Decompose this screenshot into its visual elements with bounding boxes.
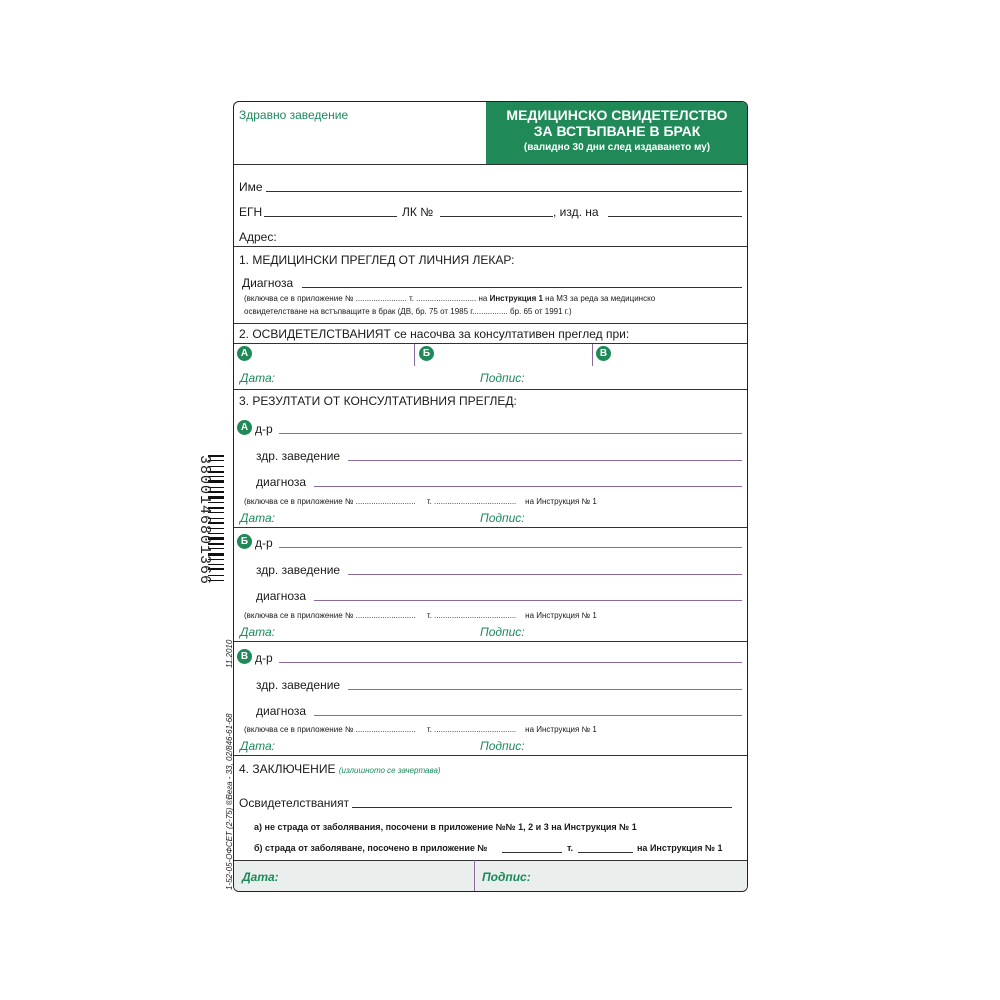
edition-date: 11.2010 bbox=[225, 639, 234, 668]
lk-field[interactable] bbox=[440, 216, 553, 217]
examined-person-label: Освидетелстваният bbox=[239, 796, 350, 810]
issued-field[interactable] bbox=[608, 216, 742, 217]
doctor-field[interactable] bbox=[279, 662, 742, 663]
divider bbox=[234, 860, 747, 861]
doctor-label: д-р bbox=[255, 422, 273, 436]
conclusion-instruction: на Инструкция № 1 bbox=[637, 843, 723, 853]
form-footer bbox=[234, 860, 747, 892]
divider bbox=[234, 164, 747, 165]
section1-title: 1. МЕДИЦИНСКИ ПРЕГЛЕД ОТ ЛИЧНИЯ ЛЕКАР: bbox=[239, 253, 515, 267]
section2-signature-label: Подпис: bbox=[480, 371, 525, 385]
badge-a: А bbox=[237, 346, 252, 361]
issued-label: , изд. на bbox=[553, 205, 599, 219]
result-signature-label: Подпис: bbox=[480, 739, 525, 753]
section2-date-label: Дата: bbox=[240, 371, 275, 385]
column-divider bbox=[592, 344, 593, 366]
diagnosis-label: диагноза bbox=[256, 589, 307, 603]
examined-person-field[interactable] bbox=[352, 807, 732, 808]
footer-signature-label: Подпис: bbox=[482, 870, 531, 884]
egn-field[interactable] bbox=[264, 216, 397, 217]
divider bbox=[234, 755, 747, 756]
section3-title: 3. РЕЗУЛТАТИ ОТ КОНСУЛТАТИВНИЯ ПРЕГЛЕД: bbox=[239, 394, 517, 408]
conclusion-t-label: т. bbox=[567, 843, 574, 853]
doctor-label: д-р bbox=[255, 651, 273, 665]
section2-underline bbox=[234, 343, 748, 344]
name-field[interactable] bbox=[266, 191, 742, 192]
diagnosis-field[interactable] bbox=[314, 600, 742, 601]
result-badge-a: А bbox=[237, 420, 252, 435]
badge-b: Б bbox=[419, 346, 434, 361]
appendix-field[interactable] bbox=[502, 852, 562, 853]
result-date-label: Дата: bbox=[240, 625, 275, 639]
facility-field[interactable] bbox=[348, 460, 742, 461]
section1-diagnosis-field[interactable] bbox=[302, 287, 742, 288]
facility-label: здр. заведение bbox=[256, 449, 341, 463]
address-label: Адрес: bbox=[239, 230, 277, 244]
doctor-field[interactable] bbox=[279, 433, 742, 434]
facility-field[interactable] bbox=[348, 689, 742, 690]
facility-label: здр. заведение bbox=[256, 563, 341, 577]
barcode-digits: 3800146801366 bbox=[196, 455, 213, 586]
result-badge-b: Б bbox=[237, 534, 252, 549]
section1-note-line1: (включва се в приложение № ....................... т. ........................... на Инструкция 1 на МЗ за реда за медицинско bbox=[244, 294, 656, 303]
institution-label: Здравно заведение bbox=[239, 108, 349, 122]
section1-diagnosis-label: Диагноза bbox=[242, 276, 294, 290]
conclusion-option-b[interactable]: б) страда от заболяване, посочено в приложение № bbox=[254, 843, 488, 853]
result-note: (включва се в приложение № ........................... т. ..................................... на Инструкция № 1 bbox=[244, 611, 597, 620]
result-signature-label: Подпис: bbox=[480, 625, 525, 639]
result-signature-label: Подпис: bbox=[480, 511, 525, 525]
lk-label: ЛК № bbox=[402, 205, 434, 219]
section1-note-line2: освидетелстване на встъпващите в брак (ДВ, бр. 75 от 1985 г................ бр. 65 от 1991 г.) bbox=[244, 307, 572, 316]
result-badge-v: В bbox=[237, 649, 252, 664]
divider bbox=[234, 527, 747, 528]
result-date-label: Дата: bbox=[240, 739, 275, 753]
conclusion-option-a[interactable]: а) не страда от заболявания, посочени в приложение №№ 1, 2 и 3 на Инструкция № 1 bbox=[254, 822, 637, 832]
result-note: (включва се в приложение № ........................... т. ..................................... на Инструкция № 1 bbox=[244, 497, 597, 506]
badge-v: В bbox=[596, 346, 611, 361]
print-info: 1-52-05-ОФСЕТ (2-75) ®Вега - 33, 02/846-61-68 bbox=[225, 713, 234, 890]
footer-date-label: Дата: bbox=[242, 870, 279, 884]
doctor-field[interactable] bbox=[279, 547, 742, 548]
diagnosis-field[interactable] bbox=[314, 486, 742, 487]
egn-label: ЕГН bbox=[239, 205, 263, 219]
footer-divider bbox=[474, 860, 475, 892]
divider bbox=[234, 641, 747, 642]
divider bbox=[234, 389, 747, 390]
doctor-label: д-р bbox=[255, 536, 273, 550]
result-note: (включва се в приложение № ........................... т. ..................................... на Инструкция № 1 bbox=[244, 725, 597, 734]
column-divider bbox=[414, 344, 415, 366]
diagnosis-field[interactable] bbox=[314, 715, 742, 716]
divider bbox=[234, 246, 747, 247]
divider bbox=[234, 323, 747, 324]
diagnosis-label: диагноза bbox=[256, 475, 307, 489]
section2-title: 2. ОСВИДЕТЕЛСТВАНИЯТ се насочва за консултативен преглед при: bbox=[239, 327, 630, 341]
facility-field[interactable] bbox=[348, 574, 742, 575]
name-label: Име bbox=[239, 180, 263, 194]
section4-title: 4. ЗАКЛЮЧЕНИЕ (излишното се зачертава) bbox=[239, 762, 441, 776]
diagnosis-label: диагноза bbox=[256, 704, 307, 718]
facility-label: здр. заведение bbox=[256, 678, 341, 692]
medical-certificate-form bbox=[233, 101, 748, 892]
title-box bbox=[486, 102, 748, 164]
validity-note: (валидно 30 дни след издаването му) bbox=[523, 142, 711, 153]
result-date-label: Дата: bbox=[240, 511, 275, 525]
item-field[interactable] bbox=[578, 852, 633, 853]
title-line1: МЕДИЦИНСКО СВИДЕТЕЛСТВО bbox=[506, 107, 728, 123]
title-line2: ЗА ВСТЪПВАНЕ В БРАК bbox=[533, 123, 701, 139]
